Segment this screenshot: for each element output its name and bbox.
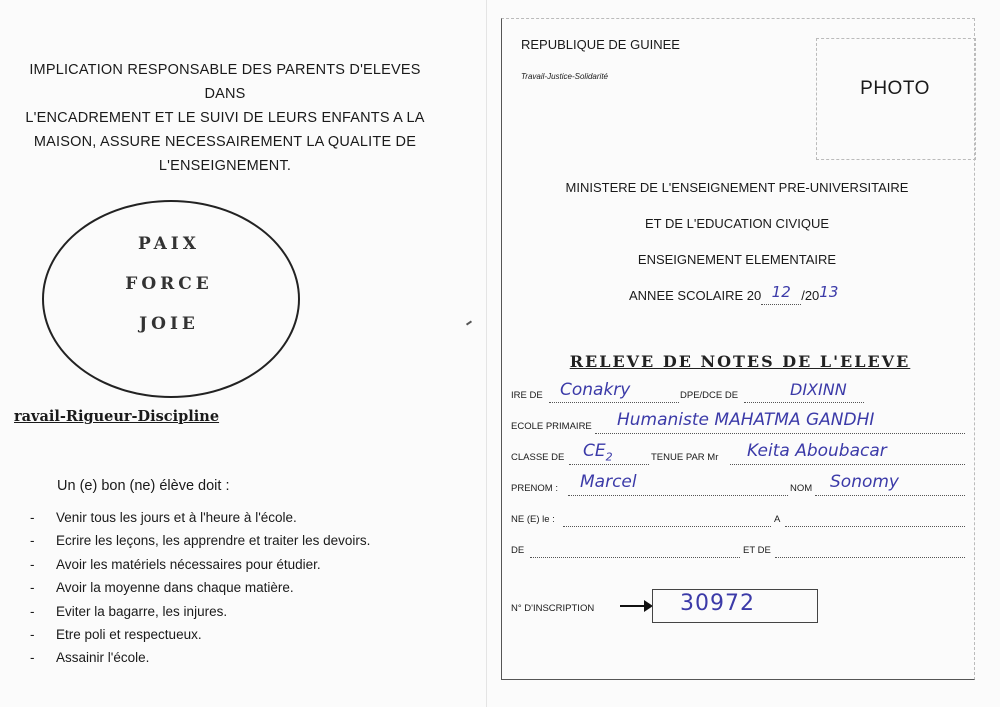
duty-text: Assainir l'école. [56, 650, 150, 666]
list-item [30, 604, 370, 627]
list-item [30, 580, 370, 603]
dash: - [30, 556, 35, 572]
nom-label: NOM [790, 483, 813, 494]
tenue-value: Keita Aboubacar [747, 441, 887, 461]
tenue-label: TENUE PAR Mr [651, 452, 719, 463]
dpe-value: DIXINN [790, 380, 847, 399]
emblem-oval [42, 200, 300, 398]
ministry-line-1: MINISTERE DE L'ENSEIGNEMENT PRE-UNIVERSITAIRE [565, 180, 909, 195]
prenom-line [568, 495, 788, 496]
dash: - [30, 533, 35, 549]
list-item [30, 510, 370, 533]
school-year-start: 12 [771, 283, 791, 301]
ecole-value: Humaniste MAHATMA GANDHI [617, 410, 875, 430]
prenom-value: Marcel [580, 472, 637, 492]
dash: - [30, 603, 35, 619]
dash: - [30, 580, 35, 596]
heading-line: IMPLICATION RESPONSABLE DES PARENTS D'ELEVES DANS [29, 62, 421, 102]
mother-label: ET DE [743, 545, 771, 556]
birth-date-line [563, 526, 771, 527]
duty-text: Avoir les matériels nécessaires pour étudier. [56, 556, 321, 572]
birth-place-line [785, 526, 965, 527]
father-line [530, 557, 740, 558]
duties-title: Un (e) bon (ne) élève doit : [57, 478, 230, 494]
ire-value: Conakry [560, 380, 631, 400]
fold-line [486, 0, 487, 707]
dash: - [30, 626, 35, 642]
document-title: RELEVE DE NOTES DE L'ELEVE [569, 352, 911, 371]
list-item [30, 650, 370, 673]
birth-place-label: A [774, 514, 781, 525]
tenue-line [730, 464, 965, 465]
classe-label: CLASSE DE [511, 452, 565, 463]
arrow-icon [620, 605, 646, 607]
nom-line [815, 495, 965, 496]
duty-text: Avoir la moyenne dans chaque matière. [56, 580, 294, 596]
heading-line: MAISON, ASSURE NECESSAIREMENT LA QUALITE DE [33, 134, 417, 150]
photo-label: PHOTO [860, 78, 930, 99]
school-year [629, 283, 839, 305]
father-label: DE [511, 545, 525, 556]
dpe-label: DPE/DCE DE [680, 390, 739, 401]
prenom-label: PRENOM : [511, 483, 558, 494]
list-item [30, 627, 370, 650]
emblem-word-joie: JOIE [139, 314, 199, 334]
classe-level: CE [583, 441, 606, 461]
mother-line [775, 557, 965, 558]
emblem-word-force: FORCE [125, 274, 213, 294]
dpe-line [744, 402, 864, 403]
inscription-label: N° D'INSCRIPTION [511, 603, 595, 614]
list-item [30, 557, 370, 580]
duty-text: Venir tous les jours et à l'heure à l'école. [56, 510, 297, 525]
duty-text: Eviter la bagarre, les injures. [56, 603, 228, 619]
republic-name: REPUBLIQUE DE GUINEE [521, 37, 680, 52]
ecole-line [595, 433, 965, 434]
tagline: ravail-Rigueur-Discipline [14, 408, 220, 425]
education-level: ENSEIGNEMENT ELEMENTAIRE [637, 252, 837, 267]
ministry-line-2: ET DE L'EDUCATION CIVIQUE [644, 216, 830, 231]
duties-list [30, 510, 370, 674]
ire-line [549, 402, 679, 403]
inscription-value: 30972 [680, 591, 755, 616]
national-motto: Travail-Justice-Solidarité [521, 72, 608, 81]
heading-line: L'ENCADREMENT ET LE SUIVI DE LEURS ENFANTS A LA [25, 110, 425, 126]
duty-text: Ecrire les leçons, les apprendre et traiter les devoirs. [56, 533, 371, 549]
stray-mark [466, 320, 472, 325]
dash: - [30, 510, 35, 525]
classe-line [569, 464, 649, 465]
classe-grade: 2 [605, 450, 613, 464]
duty-text: Etre poli et respectueux. [56, 626, 202, 642]
school-year-label: ANNEE SCOLAIRE 20 [629, 288, 762, 303]
classe-value [583, 441, 613, 463]
list-item [30, 533, 370, 556]
heading-line: L'ENSEIGNEMENT. [158, 158, 292, 174]
school-year-end: 13 [819, 283, 839, 301]
birth-date-label: NE (E) le : [511, 514, 555, 525]
emblem-word-paix: PAIX [138, 234, 200, 254]
parent-involvement-heading [20, 58, 430, 178]
ecole-label: ECOLE PRIMAIRE [511, 421, 592, 432]
school-year-separator: /20 [801, 288, 820, 303]
ire-label: IRE DE [511, 390, 543, 401]
nom-value: Sonomy [830, 472, 899, 492]
dash: - [30, 650, 35, 666]
